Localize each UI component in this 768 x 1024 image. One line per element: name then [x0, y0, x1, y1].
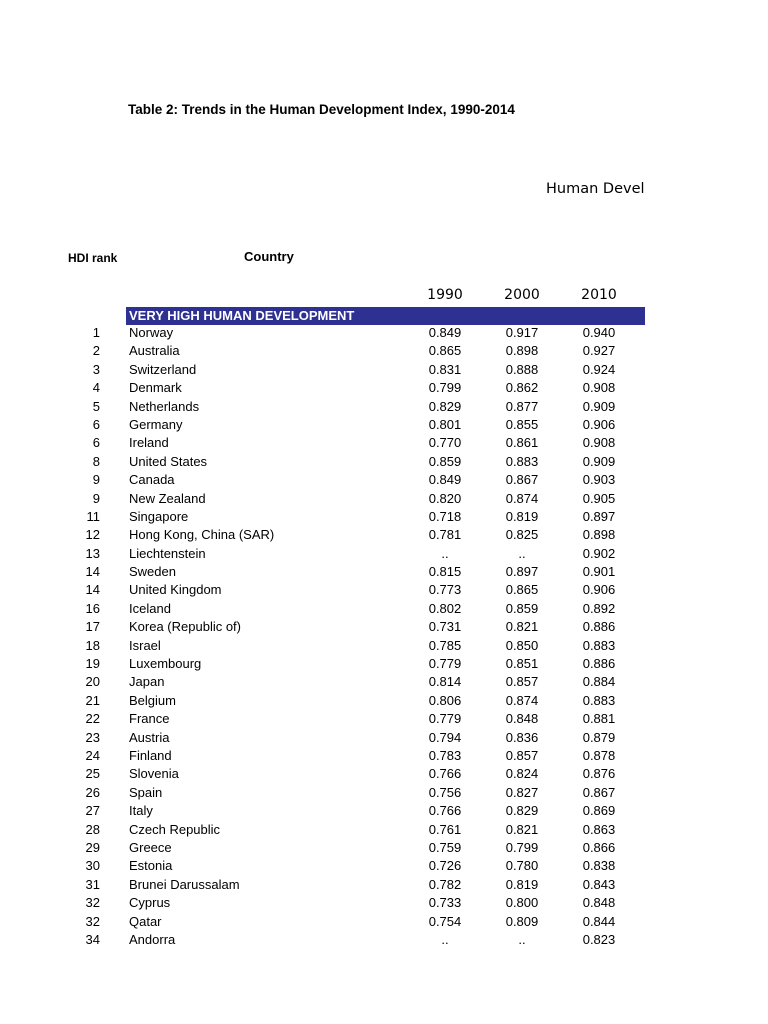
rank-cell: 27: [85, 803, 100, 819]
table-row: [0, 453, 645, 471]
value-1990-cell: 0.814: [428, 674, 462, 690]
rank-cell: 3: [92, 361, 100, 377]
value-2010-cell: 0.843: [582, 876, 616, 892]
value-2010-cell: 0.863: [582, 821, 616, 837]
value-2010-cell: 0.866: [582, 839, 616, 855]
value-2010-cell: 0.878: [582, 747, 616, 763]
value-2000-cell: 0.800: [505, 895, 539, 911]
rank-cell: 24: [85, 747, 100, 763]
value-2000-cell: 0.799: [505, 839, 539, 855]
table-row: [0, 894, 645, 912]
value-1990-cell: 0.802: [428, 600, 462, 616]
value-2000-cell: 0.821: [505, 821, 539, 837]
value-2010-cell: 0.909: [582, 453, 616, 469]
value-2000-cell: 0.809: [505, 913, 539, 929]
table-row: [0, 729, 645, 747]
value-1990-cell: 0.785: [428, 637, 462, 653]
value-2010-cell: 0.898: [582, 527, 616, 543]
rank-cell: 1: [92, 325, 100, 340]
value-2000-cell: 0.857: [505, 747, 539, 763]
country-cell: Australia: [129, 343, 180, 359]
value-1990-cell: 0.865: [428, 343, 462, 359]
value-2010-cell: 0.902: [582, 545, 616, 561]
value-1990-cell: 0.756: [428, 784, 462, 800]
country-cell: Israel: [129, 637, 161, 653]
table-row: [0, 324, 645, 342]
rank-cell: 13: [85, 545, 100, 561]
value-2000-cell: 0.874: [505, 692, 539, 708]
value-2010-cell: 0.909: [582, 398, 616, 414]
value-1990-cell: 0.782: [428, 876, 462, 892]
value-1990-cell: 0.859: [428, 453, 462, 469]
value-2010-cell: 0.903: [582, 472, 616, 488]
column-header-rank: HDI rank: [68, 251, 118, 265]
value-2000-cell: 0.883: [505, 453, 539, 469]
rank-cell: 14: [85, 564, 100, 580]
value-2000-cell: 0.851: [505, 656, 539, 672]
rank-cell: 9: [92, 490, 100, 506]
table-row: [0, 857, 645, 875]
country-cell: Singapore: [129, 508, 189, 524]
table-row: [0, 618, 645, 636]
value-1990-cell: 0.733: [428, 895, 462, 911]
country-cell: Luxembourg: [129, 656, 202, 672]
country-cell: Canada: [129, 472, 175, 488]
country-cell: Hong Kong, China (SAR): [129, 527, 275, 543]
rank-cell: 34: [85, 931, 100, 947]
value-2000-cell: 0.862: [505, 380, 539, 396]
value-2000-cell: 0.888: [505, 361, 539, 377]
table-row: [0, 563, 645, 581]
table-row: [0, 526, 645, 544]
country-cell: Cyprus: [129, 895, 171, 911]
value-2000-cell: ..: [518, 545, 526, 561]
rank-cell: 2: [92, 343, 100, 359]
value-1990-cell: 0.781: [428, 527, 462, 543]
country-cell: Finland: [129, 747, 172, 763]
value-1990-cell: 0.718: [428, 508, 462, 524]
value-2010-cell: 0.906: [582, 582, 616, 598]
value-2010-cell: 0.886: [582, 656, 616, 672]
value-1990-cell: 0.794: [428, 729, 462, 745]
value-2010-cell: 0.869: [582, 803, 616, 819]
value-2000-cell: 0.857: [505, 674, 539, 690]
rank-cell: 26: [85, 784, 100, 800]
country-cell: Netherlands: [129, 398, 200, 414]
country-cell: Liechtenstein: [129, 545, 206, 561]
value-2010-cell: 0.940: [582, 325, 616, 340]
value-2000-cell: 0.917: [505, 325, 539, 340]
country-cell: Brunei Darussalam: [129, 876, 240, 892]
column-header-year: 2000: [504, 287, 540, 303]
column-header-year: 2010: [581, 287, 617, 303]
value-1990-cell: 0.801: [428, 416, 462, 432]
table-row: [0, 581, 645, 599]
table-row: [0, 600, 645, 618]
rank-cell: 22: [85, 711, 100, 727]
table-row: [0, 710, 645, 728]
value-1990-cell: 0.770: [428, 435, 462, 451]
table-row: [0, 913, 645, 931]
value-2010-cell: 0.892: [582, 600, 616, 616]
rank-cell: 11: [86, 508, 100, 524]
value-2010-cell: 0.906: [582, 416, 616, 432]
table-row: [0, 490, 645, 508]
table-row: [0, 471, 645, 489]
country-cell: Norway: [129, 325, 174, 340]
value-2010-cell: 0.883: [582, 637, 616, 653]
country-cell: United States: [129, 453, 208, 469]
value-1990-cell: ..: [441, 931, 449, 947]
country-cell: Italy: [129, 803, 153, 819]
value-1990-cell: 0.820: [428, 490, 462, 506]
table-row: [0, 434, 645, 452]
value-2010-cell: 0.838: [582, 858, 616, 874]
country-cell: Sweden: [129, 564, 176, 580]
value-2000-cell: 0.819: [505, 876, 539, 892]
rank-cell: 32: [85, 895, 100, 911]
column-header-country: Country: [244, 249, 294, 264]
rank-cell: 5: [92, 398, 100, 414]
table-row: [0, 747, 645, 765]
table-body: [0, 324, 645, 949]
value-2010-cell: 0.886: [582, 619, 616, 635]
value-2000-cell: 0.829: [505, 803, 539, 819]
value-2000-cell: 0.865: [505, 582, 539, 598]
rank-cell: 6: [92, 435, 100, 451]
table-row: [0, 839, 645, 857]
value-2010-cell: 0.844: [582, 913, 616, 929]
value-1990-cell: 0.849: [428, 472, 462, 488]
rank-cell: 23: [85, 729, 100, 745]
country-cell: United Kingdom: [129, 582, 222, 598]
country-cell: France: [129, 711, 170, 727]
value-2010-cell: 0.848: [582, 895, 616, 911]
value-1990-cell: 0.759: [428, 839, 462, 855]
rank-cell: 14: [85, 582, 100, 598]
rank-cell: 20: [85, 674, 100, 690]
table-row: [0, 508, 645, 526]
rank-cell: 28: [85, 821, 100, 837]
value-2000-cell: 0.850: [505, 637, 539, 653]
value-1990-cell: 0.829: [428, 398, 462, 414]
group-header-very-high: VERY HIGH HUMAN DEVELOPMENT: [126, 307, 645, 325]
country-cell: New Zealand: [129, 490, 206, 506]
value-2000-cell: 0.898: [505, 343, 539, 359]
value-2000-cell: 0.825: [505, 527, 539, 543]
value-1990-cell: 0.799: [428, 380, 462, 396]
table-row: [0, 379, 645, 397]
value-1990-cell: 0.783: [428, 747, 462, 763]
value-1990-cell: 0.731: [428, 619, 462, 635]
country-cell: Qatar: [129, 913, 162, 929]
rank-cell: 29: [85, 839, 100, 855]
rank-cell: 18: [85, 637, 100, 653]
value-1990-cell: 0.766: [428, 766, 462, 782]
value-1990-cell: 0.766: [428, 803, 462, 819]
rank-cell: 6: [92, 416, 100, 432]
value-2000-cell: 0.821: [505, 619, 539, 635]
table-row: [0, 673, 645, 691]
value-2000-cell: 0.780: [505, 858, 539, 874]
table-row: [0, 361, 645, 379]
value-2010-cell: 0.901: [582, 564, 616, 580]
table-title: Table 2: Trends in the Human Development Index, 1990-2014: [128, 102, 515, 117]
value-1990-cell: ..: [441, 545, 449, 561]
value-1990-cell: 0.761: [428, 821, 462, 837]
country-cell: Greece: [129, 839, 172, 855]
value-1990-cell: 0.726: [428, 858, 462, 874]
column-header-year: 1990: [427, 287, 463, 303]
value-2010-cell: 0.908: [582, 380, 616, 396]
country-cell: Andorra: [129, 931, 176, 947]
table-row: [0, 821, 645, 839]
value-2000-cell: 0.897: [505, 564, 539, 580]
table-row: [0, 765, 645, 783]
rank-cell: 32: [85, 913, 100, 929]
table-row: [0, 416, 645, 434]
country-cell: Austria: [129, 729, 170, 745]
value-2010-cell: 0.884: [582, 674, 616, 690]
country-cell: Slovenia: [129, 766, 179, 782]
value-1990-cell: 0.779: [428, 711, 462, 727]
value-2000-cell: 0.861: [505, 435, 539, 451]
value-2010-cell: 0.881: [582, 711, 616, 727]
value-1990-cell: 0.831: [428, 361, 462, 377]
rank-cell: 19: [85, 656, 100, 672]
country-cell: Japan: [129, 674, 165, 690]
country-cell: Denmark: [129, 380, 182, 396]
table-row: [0, 802, 645, 820]
value-2010-cell: 0.908: [582, 435, 616, 451]
country-cell: Belgium: [129, 692, 176, 708]
value-1990-cell: 0.806: [428, 692, 462, 708]
value-1990-cell: 0.779: [428, 656, 462, 672]
rank-cell: 31: [85, 876, 100, 892]
value-2000-cell: 0.819: [505, 508, 539, 524]
rank-cell: 21: [85, 692, 100, 708]
table-row: [0, 637, 645, 655]
value-2000-cell: 0.877: [505, 398, 539, 414]
value-2010-cell: 0.927: [582, 343, 616, 359]
table-row: [0, 876, 645, 894]
table-row: [0, 342, 645, 360]
value-2000-cell: ..: [518, 931, 526, 947]
country-cell: Germany: [129, 416, 183, 432]
country-cell: Iceland: [129, 600, 171, 616]
value-2010-cell: 0.924: [582, 361, 616, 377]
value-2000-cell: 0.867: [505, 472, 539, 488]
value-2010-cell: 0.905: [582, 490, 616, 506]
rank-cell: 17: [85, 619, 100, 635]
table-row: [0, 784, 645, 802]
table-row: [0, 655, 645, 673]
value-1990-cell: 0.815: [428, 564, 462, 580]
rank-cell: 25: [85, 766, 100, 782]
rank-cell: 8: [92, 453, 100, 469]
value-2000-cell: 0.824: [505, 766, 539, 782]
country-cell: Korea (Republic of): [129, 619, 241, 635]
table-row: [0, 545, 645, 563]
value-2000-cell: 0.859: [505, 600, 539, 616]
rank-cell: 16: [85, 600, 100, 616]
country-cell: Spain: [129, 784, 163, 800]
table-row: [0, 931, 645, 949]
rank-cell: 9: [92, 472, 100, 488]
value-2000-cell: 0.855: [505, 416, 539, 432]
value-2010-cell: 0.867: [582, 784, 616, 800]
value-2000-cell: 0.848: [505, 711, 539, 727]
value-2000-cell: 0.836: [505, 729, 539, 745]
country-cell: Switzerland: [129, 361, 197, 377]
country-cell: Ireland: [129, 435, 169, 451]
rank-cell: 30: [85, 858, 100, 874]
value-2000-cell: 0.827: [505, 784, 539, 800]
table-row: [0, 398, 645, 416]
rank-cell: 12: [85, 527, 100, 543]
section-heading: Human Devel: [546, 181, 645, 197]
table-row: [0, 692, 645, 710]
value-1990-cell: 0.773: [428, 582, 462, 598]
value-1990-cell: 0.754: [428, 913, 462, 929]
rank-cell: 4: [92, 380, 100, 396]
value-1990-cell: 0.849: [428, 325, 462, 340]
country-cell: Estonia: [129, 858, 173, 874]
value-2010-cell: 0.876: [582, 766, 616, 782]
value-2000-cell: 0.874: [505, 490, 539, 506]
value-2010-cell: 0.883: [582, 692, 616, 708]
value-2010-cell: 0.823: [582, 931, 616, 947]
country-cell: Czech Republic: [129, 821, 221, 837]
value-2010-cell: 0.897: [582, 508, 616, 524]
value-2010-cell: 0.879: [582, 729, 616, 745]
